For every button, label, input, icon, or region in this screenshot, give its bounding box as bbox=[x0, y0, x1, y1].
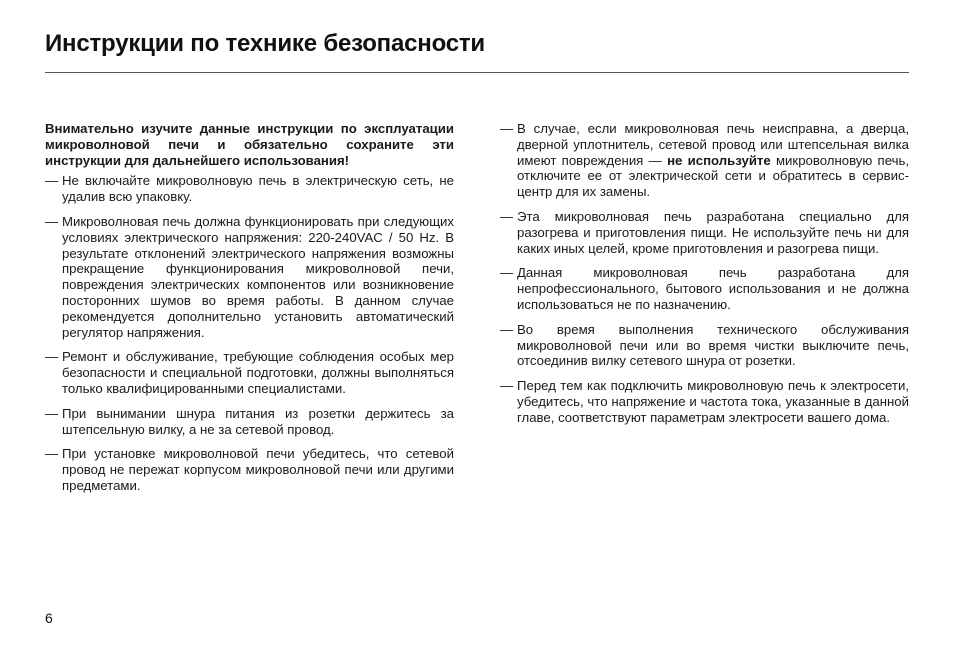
instruction-text: Эта микроволновая печь разработана специально для разогрева и приготовления пищи. Не используйте печь ни для каких иных целей, кроме приготовления и разогрева пищи. bbox=[517, 208, 909, 256]
dash-bullet: — bbox=[500, 321, 514, 337]
instruction-text: При вынимании шнура питания из розетки держитесь за штепсельную вилку, а не за сетевой провод. bbox=[62, 405, 454, 437]
title-divider bbox=[45, 72, 909, 73]
instruction-text bbox=[517, 121, 909, 199]
instruction-item bbox=[45, 446, 454, 493]
dash-bullet: — bbox=[45, 213, 59, 229]
right-column bbox=[500, 121, 909, 435]
dash-bullet: — bbox=[45, 173, 59, 189]
instruction-text-part: микроволновую печь, отключите ее от электрической сети и обратитесь в сервис-центр для их замены. bbox=[517, 152, 909, 200]
instruction-text-part: В случае, если микроволновая печь неисправна, а дверца, дверной уплотнитель, сетевой провод или штепсельная вилка имеют повреждения — bbox=[517, 121, 909, 168]
dash-bullet: — bbox=[500, 208, 514, 224]
instruction-item bbox=[45, 349, 454, 396]
instruction-text: При установке микроволновой печи убедитесь, что сетевой провод не пережат корпусом микроволновой печи или другими предметами. bbox=[62, 446, 454, 493]
instruction-item bbox=[500, 378, 909, 425]
left-column bbox=[45, 121, 454, 503]
instruction-item bbox=[45, 214, 454, 340]
instruction-text: Перед тем как подключить микроволновую печь к электросети, убедитесь, что напряжение и частота тока, указанные в данной главе, соответствуют параметрам электросети вашего дома. bbox=[517, 378, 909, 425]
instruction-text: Данная микроволновая печь разработана для непрофессионального, бытового использования и не должна использоваться не по назначению. bbox=[517, 265, 909, 312]
instruction-item bbox=[45, 406, 454, 438]
instruction-text: Во время выполнения технического обслуживания микроволновой печи или во время чистки выключите печь, отсоединив вилку сетевого шнура от розетки. bbox=[517, 321, 909, 369]
dash-bullet: — bbox=[45, 349, 59, 365]
instruction-item bbox=[500, 121, 909, 200]
dash-bullet: — bbox=[500, 265, 514, 281]
dash-bullet: — bbox=[45, 405, 59, 421]
instruction-item bbox=[500, 322, 909, 369]
instruction-text: Микроволновая печь должна функционировать при следующих условиях электрического напряжения: 220-240VAC / 50 Hz. В результате отклонений электрического напряжения возможны прекращение функционирования микроволновой печи, повреждения электрических компонентов или возникновение посторонних шумов во время работы. В данном случае рекомендуется дополнительно установить автоматический регулятор напряжения. bbox=[62, 213, 454, 340]
page-title: Инструкции по технике безопасности bbox=[45, 30, 485, 57]
emphasis-text: не используйте bbox=[667, 152, 771, 168]
instruction-item bbox=[500, 209, 909, 256]
dash-bullet: — bbox=[500, 121, 514, 136]
instruction-text: Ремонт и обслуживание, требующие соблюдения особых мер безопасности и специальной подготовки, должны выполняться только квалифицированными специалистами. bbox=[62, 349, 454, 396]
dash-bullet: — bbox=[45, 446, 59, 462]
instruction-text: Не включайте микроволновую печь в электрическую сеть, не удалив всю упаковку. bbox=[62, 173, 454, 205]
dash-bullet: — bbox=[500, 378, 514, 394]
page-number: 6 bbox=[45, 610, 53, 626]
instruction-item bbox=[45, 173, 454, 205]
lead-warning: Внимательно изучите данные инструкции по эксплуатации микроволновой печи и обязательно сохраните эти инструкции для дальнейшего использования! bbox=[45, 121, 454, 168]
instruction-item bbox=[500, 265, 909, 312]
